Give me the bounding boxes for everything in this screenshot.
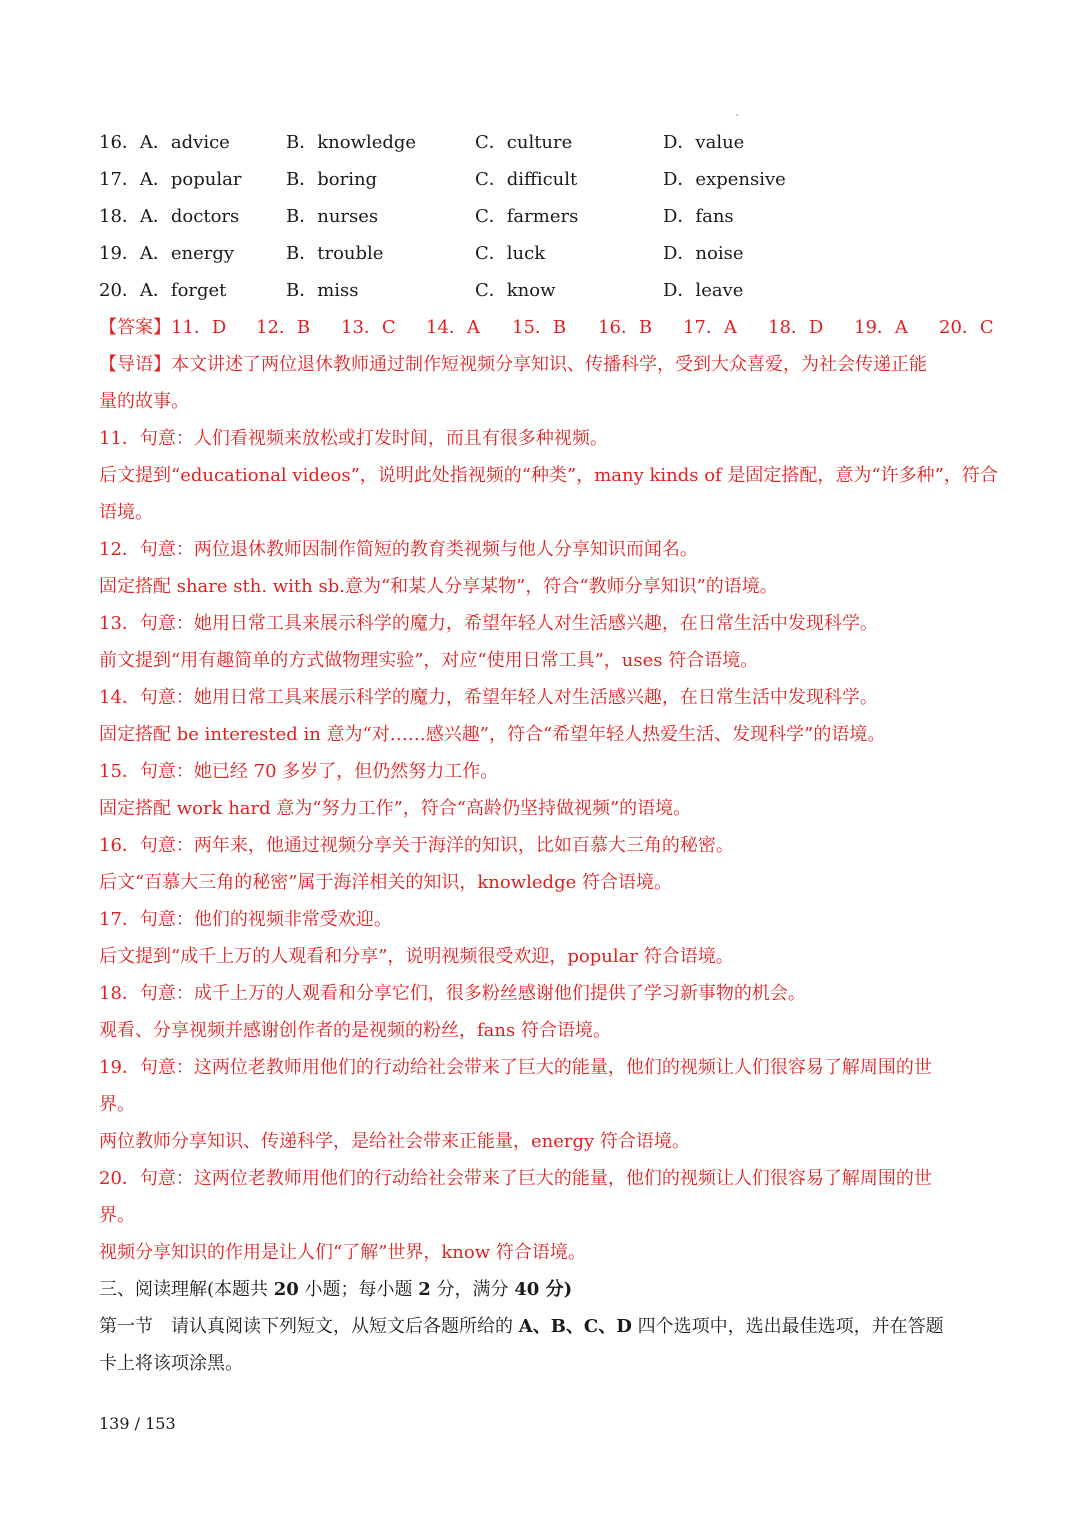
- option-a: 18．A．doctors: [99, 206, 240, 227]
- explanation-line: 20．句意：这两位老教师用他们的行动给社会带来了巨大的能量，他们的视频让人们很容易了解周围的世: [99, 1168, 932, 1189]
- explanation-line: 界。: [99, 1205, 135, 1226]
- answer-item: 19．A: [854, 317, 908, 338]
- answer-item: 17．A: [683, 317, 737, 338]
- option-c: C．farmers: [475, 206, 579, 227]
- section-instruction: [99, 1315, 989, 1339]
- answer-item: 20．C: [939, 317, 994, 338]
- option-d: D．expensive: [663, 169, 786, 190]
- explanation-line: 后文“百慕大三角的秘密”属于海洋相关的知识，knowledge 符合语境。: [99, 872, 672, 893]
- explanation-line: 前文提到“用有趣简单的方式做物理实验”，对应“使用日常工具”，uses 符合语境。: [99, 650, 759, 671]
- option-b: B．trouble: [286, 243, 384, 264]
- total-points: 40: [514, 1279, 540, 1300]
- option-a: 16．A．advice: [99, 132, 230, 153]
- explanation-line: 固定搭配 work hard 意为“努力工作”，符合“高龄仍坚持做视频”的语境。: [99, 798, 692, 819]
- explanation-line: 视频分享知识的作用是让人们“了解”世界，know 符合语境。: [99, 1242, 586, 1263]
- points-each: 2: [418, 1279, 431, 1300]
- heading-text: 分，满分: [430, 1279, 515, 1300]
- explanation-line: 14．句意：她用日常工具来展示科学的魔力，希望年轻人对生活感兴趣，在日常生活中发现科学。: [99, 687, 878, 708]
- answer-item: 13．C: [341, 317, 396, 338]
- option-c: C．difficult: [475, 169, 578, 190]
- instruction-text: 四个选项中，选出最佳选项，并在答题: [631, 1316, 944, 1337]
- answer-item: 12．B: [256, 317, 311, 338]
- intro-text: 量的故事。: [99, 391, 189, 412]
- heading-text: 小题；每小题: [298, 1279, 419, 1300]
- answer-key: [99, 316, 994, 340]
- option-letters: A、B、C、D: [518, 1316, 632, 1337]
- option-d: D．value: [663, 132, 745, 153]
- scan-speck: [736, 114, 738, 116]
- explanation-line: 固定搭配 be interested in 意为“对……感兴趣”，符合“希望年轻人热爱生活、发现科学”的语境。: [99, 724, 886, 745]
- explanation-line: 19．句意：这两位老教师用他们的行动给社会带来了巨大的能量，他们的视频让人们很容易了解周围的世: [99, 1057, 932, 1078]
- option-row-19: [99, 242, 989, 266]
- intro-text: 【导语】本文讲述了两位退休教师通过制作短视频分享知识、传播科学，受到大众喜爱，为社会传递正能: [99, 354, 927, 375]
- option-row-18: [99, 205, 989, 229]
- option-row-16: [99, 131, 989, 155]
- explanation-line: 13．句意：她用日常工具来展示科学的魔力，希望年轻人对生活感兴趣，在日常生活中发现科学。: [99, 613, 878, 634]
- section-heading: [99, 1278, 989, 1302]
- option-row-20: [99, 279, 989, 303]
- explanation-line: 后文提到“educational videos”，说明此处指视频的“种类”，many kinds of 是固定搭配，意为“许多种”，符合: [99, 465, 998, 486]
- question-count: 20: [273, 1279, 299, 1300]
- option-b: B．knowledge: [286, 132, 417, 153]
- option-row-17: [99, 168, 989, 192]
- explanation-line: 11．句意：人们看视频来放松或打发时间，而且有很多种视频。: [99, 428, 608, 449]
- option-d: D．noise: [663, 243, 744, 264]
- option-b: B．nurses: [286, 206, 379, 227]
- option-c: C．culture: [475, 132, 573, 153]
- answer-item: 16．B: [598, 317, 653, 338]
- explanation-line: 17．句意：他们的视频非常受欢迎。: [99, 909, 392, 930]
- explanation-line: 16．句意：两年来，他通过视频分享关于海洋的知识，比如百慕大三角的秘密。: [99, 835, 734, 856]
- answer-item: 15．B: [512, 317, 567, 338]
- heading-text: 三、阅读理解(本题共: [99, 1279, 274, 1300]
- answer-label: 【答案】11．D: [99, 317, 227, 338]
- section-instruction: 卡上将该项涂黑。: [99, 1353, 243, 1374]
- option-b: B．miss: [286, 280, 359, 301]
- explanation-line: 后文提到“成千上万的人观看和分享”，说明视频很受欢迎，popular 符合语境。: [99, 946, 734, 967]
- explanation-line: 观看、分享视频并感谢创作者的是视频的粉丝，fans 符合语境。: [99, 1020, 611, 1041]
- option-a: 20．A．forget: [99, 280, 227, 301]
- option-c: C．luck: [475, 243, 546, 264]
- option-d: D．leave: [663, 280, 744, 301]
- option-d: D．fans: [663, 206, 734, 227]
- option-b: B．boring: [286, 169, 378, 190]
- option-c: C．know: [475, 280, 556, 301]
- option-a: 17．A．popular: [99, 169, 242, 190]
- explanation-line: 18．句意：成千上万的人观看和分享它们，很多粉丝感谢他们提供了学习新事物的机会。: [99, 983, 806, 1004]
- answer-item: 14．A: [426, 317, 480, 338]
- explanation-line: 12．句意：两位退休教师因制作简短的教育类视频与他人分享知识而闻名。: [99, 539, 698, 560]
- answer-item: 18．D: [768, 317, 824, 338]
- explanation-line: 界。: [99, 1094, 135, 1115]
- explanation-line: 语境。: [99, 502, 153, 523]
- instruction-text: 第一节 请认真阅读下列短文，从短文后各题所给的: [99, 1316, 519, 1337]
- explanation-line: 固定搭配 share sth. with sb.意为“和某人分享某物”，符合“教师分享知识”的语境。: [99, 576, 778, 597]
- heading-text: 分): [539, 1279, 573, 1300]
- explanation-line: 两位教师分享知识、传递科学，是给社会带来正能量，energy 符合语境。: [99, 1131, 690, 1152]
- explanation-line: 15．句意：她已经 70 多岁了，但仍然努力工作。: [99, 761, 499, 782]
- page-number: 139 / 153: [99, 1414, 176, 1433]
- option-a: 19．A．energy: [99, 243, 235, 264]
